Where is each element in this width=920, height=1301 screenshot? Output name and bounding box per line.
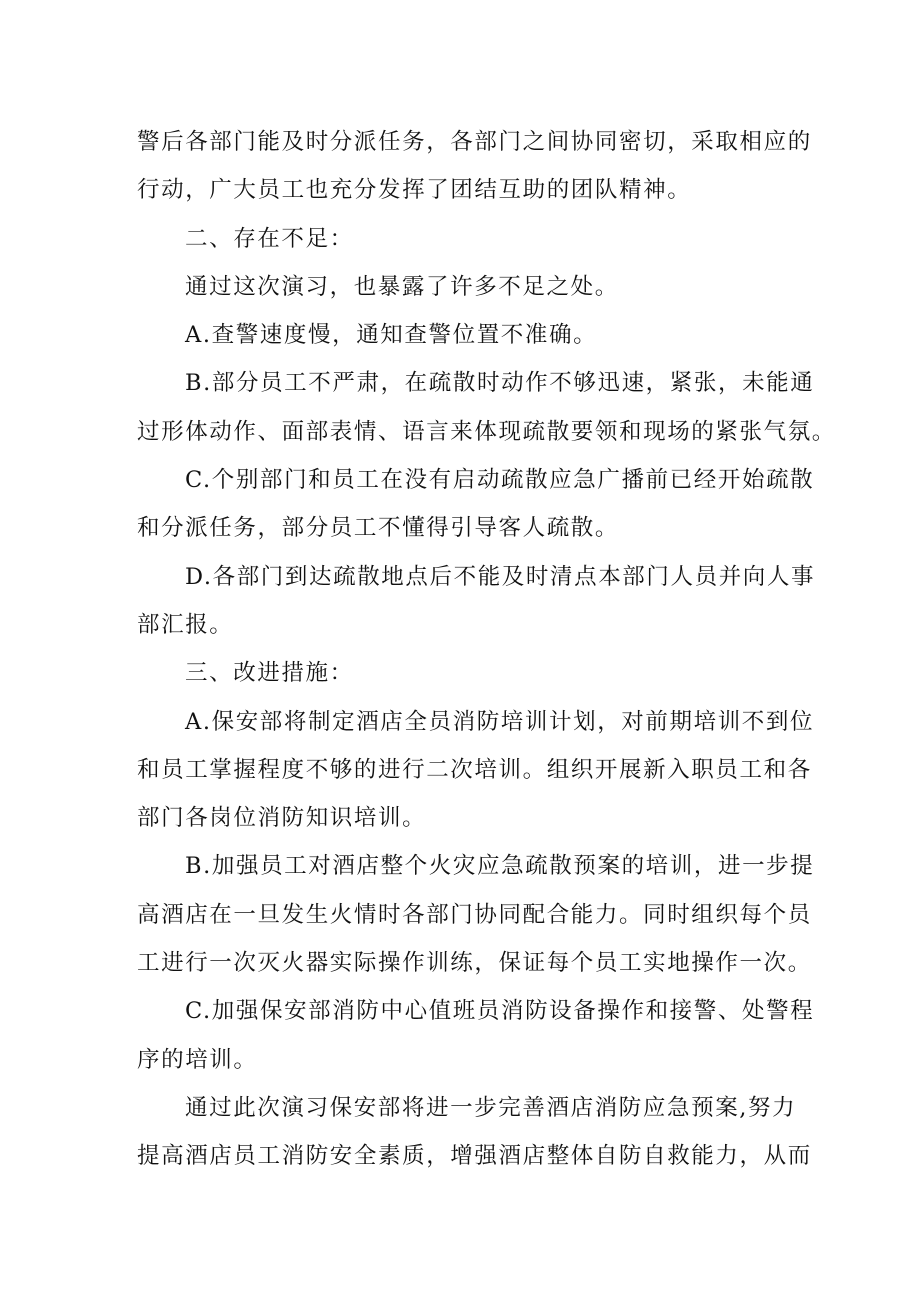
- section-heading: 二、存在不足：: [185, 225, 354, 252]
- paragraph-line: 通过这次演习，也暴露了许多不足之处。: [185, 273, 619, 300]
- list-item: B.部分员工不严肃，在疏散时动作不够迅速，紧张，未能通: [185, 370, 815, 397]
- paragraph-line: 行动，广大员工也充分发挥了团结互助的团队精神。: [137, 177, 692, 204]
- paragraph-line: 和分派任务，部分员工不懂得引导客人疏散。: [137, 515, 620, 542]
- paragraph-line: 部汇报。: [137, 611, 234, 638]
- document-body: [137, 118, 836, 1181]
- paragraph-line: 提高酒店员工消防安全素质，增强酒店整体自防自救能力，从而: [137, 1143, 812, 1170]
- list-item: D.各部门到达疏散地点后不能及时清点本部门人员并向人事: [185, 563, 816, 590]
- list-item: C.个别部门和员工在没有启动疏散应急广播前已经开始疏散: [185, 467, 815, 494]
- section-heading: 三、改进措施：: [185, 660, 354, 687]
- paragraph-line: 工进行一次灭火器实际操作训练，保证每个员工实地操作一次。: [137, 950, 812, 977]
- list-item: A.查警速度慢，通知查警位置不准确。: [185, 322, 598, 349]
- list-item: C.加强保安部消防中心值班员消防设备操作和接警、处警程: [185, 998, 815, 1025]
- list-item: B.加强员工对酒店整个火灾应急疏散预案的培训，进一步提: [185, 853, 815, 880]
- list-item: A.保安部将制定酒店全员消防培训计划，对前期培训不到位: [185, 708, 815, 735]
- paragraph-line: 过形体动作、面部表情、语言来体现疏散要领和现场的紧张气氛。: [137, 418, 836, 445]
- paragraph-line: 序的培训。: [137, 1046, 258, 1073]
- paragraph-line: 部门各岗位消防知识培训。: [137, 805, 427, 832]
- paragraph-line: 高酒店在一旦发生火情时各部门协同配合能力。同时组织每个员: [137, 901, 812, 928]
- paragraph-line: 警后各部门能及时分派任务，各部门之间协同密切，采取相应的: [137, 129, 812, 155]
- paragraph-line: 和员工掌握程度不够的进行二次培训。组织开展新入职员工和各: [137, 756, 812, 783]
- paragraph-line: 通过此次演习保安部将进一步完善酒店消防应急预案,努力: [185, 1094, 797, 1121]
